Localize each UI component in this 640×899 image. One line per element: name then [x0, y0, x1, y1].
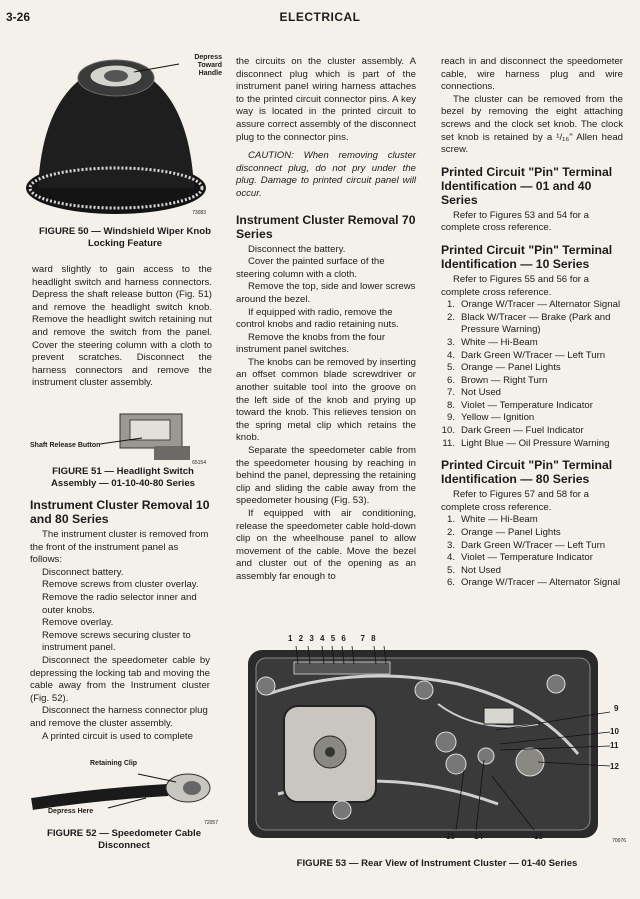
removal-70-step-6: The knobs can be removed by inserting an offset common blade screwdriver or another suitable tool into the groove on the left side of the knob and prying up toward the knob. This relieves tension on the spring metal clip which retains the knob.	[236, 356, 416, 444]
pin-80-list	[441, 514, 623, 590]
callout-12: 12	[610, 762, 619, 771]
callout-13: 13	[534, 832, 543, 841]
list-item: 6. Orange W/Tracer — Alternator Signal	[446, 577, 621, 589]
list-item: 3. Dark Green W/Tracer — Left Turn	[446, 539, 606, 551]
column-2	[236, 56, 416, 584]
figure-50	[24, 38, 224, 224]
pin-80-text: Refer to Figures 57 and 58 for a complete cross reference.	[441, 489, 589, 513]
figure-50-caption: FIGURE 50 — Windshield Wiper Knob Locking Feature	[39, 226, 211, 249]
removal-70-step-3: Remove the top, side and lower screws around the bezel.	[236, 281, 416, 305]
step-remove-radio-knobs: Remove the radio selector inner and outer knobs.	[42, 591, 197, 616]
figure-53	[238, 634, 630, 856]
col3-paragraph-2: The cluster can be removed from the bezel by removing the eight attaching screws and the clock set knob. The clock set knob is retained by a ¹/₁₆" Allen head screw.	[441, 93, 623, 156]
list-item: 2. Black W/Tracer — Brake (Park and Pressure Warning)	[446, 311, 611, 336]
top-pin-numbers: 1 2 3 4 5 6 7 8	[288, 634, 378, 643]
column-1	[32, 264, 212, 390]
list-item: 9. Yellow — Ignition	[446, 412, 535, 424]
removal-70-heading: Instrument Cluster Removal 70 Series	[236, 212, 416, 241]
pin-01-40-heading: Printed Circuit "Pin" Terminal Identification — 01 and 40 Series	[441, 164, 613, 207]
list-item: 4. Dark Green W/Tracer — Left Turn	[446, 349, 606, 361]
cluster-rear-photo	[238, 634, 630, 856]
page-number: 3-26	[6, 10, 31, 24]
pin-80-heading: Printed Circuit "Pin" Terminal Identification — 80 Series	[441, 458, 613, 487]
removal-10-80-p3: Disconnect the harness connector plug and remove the cluster assembly.	[30, 705, 208, 729]
removal-10-80-intro: The instrument cluster is removed from the front of the instrument panel as follows:	[30, 529, 209, 566]
pin-10-heading: Printed Circuit "Pin" Terminal Identification — 10 Series	[441, 242, 613, 271]
callout-11: 11	[610, 741, 619, 750]
callout-15: 15	[446, 832, 455, 841]
figure-51	[30, 410, 216, 466]
callout-14: 14	[474, 832, 483, 841]
list-item: 1. Orange W/Tracer — Alternator Signal	[446, 299, 621, 311]
list-item: 5. Orange — Panel Lights	[446, 362, 561, 374]
col1-paragraph: ward slightly to gain access to the headlight switch and harness connectors. Depress the shaft release button (Fig. 51) and remove the headlight switch knob. Remove the headlight switch retaining nut and remove the switch from the panel. Cover the steering column with a cloth to prevent scratches. Disconnect the harness connectors and remove the instrument cluster assembly.	[32, 264, 212, 389]
list-item: 3. White — Hi-Beam	[446, 336, 538, 348]
list-item: 10. Dark Green — Fuel Indicator	[441, 425, 584, 437]
figure-52-caption: FIGURE 52 — Speedometer Cable Disconnect	[46, 828, 202, 851]
col3-paragraph-1: reach in and disconnect the speedometer cable, wire harness plug and wire connections.	[441, 56, 623, 93]
depress-toward-handle-label: Depress Toward Handle	[194, 54, 222, 77]
removal-70-step-4: If equipped with radio, remove the control knobs and radio retaining nuts.	[236, 306, 399, 331]
step-remove-overlay: Remove overlay.	[42, 617, 114, 629]
pin-01-40-text: Refer to Figures 53 and 54 for a complete cross reference.	[441, 209, 589, 234]
removal-70-step-7: Separate the speedometer cable from the speedometer housing by reaching in behind the panel, depressing the retaining clip and sliding the cable away from the speedometer housing (Fig. 53).	[236, 445, 416, 507]
headlight-switch-photo	[30, 410, 216, 466]
col2-paragraph: the circuits on the cluster assembly. A disconnect plug which is part of the instrument panel wiring harness attaches to the printed circuit connector pins. A key way is located in the printed circuit to assure correct assembly of the disconnect plug to the connector pins.	[236, 56, 416, 143]
step-remove-overlay-screws: Remove screws from cluster overlay.	[42, 579, 199, 591]
pin-10-list	[441, 299, 623, 450]
callout-10: 10	[610, 727, 619, 736]
removal-10-80-p2: Disconnect the speedometer cable by depressing the locking tab and moving the cable away from the Instrument cluster (Fig. 52).	[30, 654, 210, 704]
list-item: 5. Not Used	[446, 564, 501, 576]
column-3	[441, 56, 623, 590]
list-item: 11. Light Blue — Oil Pressure Warning	[442, 437, 610, 449]
figure-51-caption: FIGURE 51 — Headlight Switch Assembly — 01-10-40-80 Series	[51, 466, 195, 489]
list-item: 7. Not Used	[446, 387, 501, 399]
callout-9: 9	[614, 704, 619, 713]
removal-70-step-1: Disconnect the battery.	[248, 243, 346, 255]
list-item: 8. Violet — Temperature Indicator	[446, 399, 593, 411]
step-remove-cluster-screws: Remove screws securing cluster to instrument panel.	[42, 629, 191, 654]
figure-50-code: 73083	[192, 210, 206, 216]
speedometer-cable-photo	[28, 760, 218, 826]
caution-note: CAUTION: When removing cluster disconnect plug, do not pry under the plug. Damage to printed circuit panel will occur.	[236, 150, 416, 199]
list-item: 2. Orange — Panel Lights	[446, 527, 561, 539]
removal-10-80-p4: A printed circuit is used to complete	[42, 730, 193, 742]
section-removal-10-80	[30, 492, 210, 743]
depress-here-label: Depress Here	[48, 808, 94, 815]
figure-53-code: 70076	[612, 838, 626, 844]
list-item: 6. Brown — Right Turn	[446, 374, 548, 386]
page-header	[6, 8, 634, 28]
list-item: 4. Violet — Temperature Indicator	[446, 552, 593, 564]
shaft-release-button-label: Shaft Release Button	[30, 442, 101, 449]
figure-52	[28, 760, 218, 826]
retaining-clip-label: Retaining Clip	[90, 760, 138, 767]
pin-10-text: Refer to Figures 55 and 56 for a complete cross reference.	[441, 273, 589, 298]
removal-10-80-heading: Instrument Cluster Removal 10 and 80 Series	[30, 498, 210, 526]
figure-53-caption: FIGURE 53 — Rear View of Instrument Cluster — 01-40 Series	[296, 858, 578, 869]
figure-51-code: 65154	[192, 460, 206, 466]
removal-70-step-8: If equipped with air conditioning, release the speedometer cable hold-down clip on the wheelhouse panel to allow movement of the cable. Move the bezel and cluster out of the opening as an assembly far enough to	[236, 508, 416, 582]
list-item: 1. White — Hi-Beam	[446, 514, 538, 526]
page-title: ELECTRICAL	[279, 10, 361, 24]
removal-70-step-5: Remove the knobs from the four instrument panel switches.	[236, 331, 386, 356]
removal-70-step-2: Cover the painted surface of the steering column with a cloth.	[236, 256, 385, 280]
figure-52-code: 72057	[204, 820, 218, 826]
step-disconnect-battery: Disconnect battery.	[42, 566, 124, 578]
